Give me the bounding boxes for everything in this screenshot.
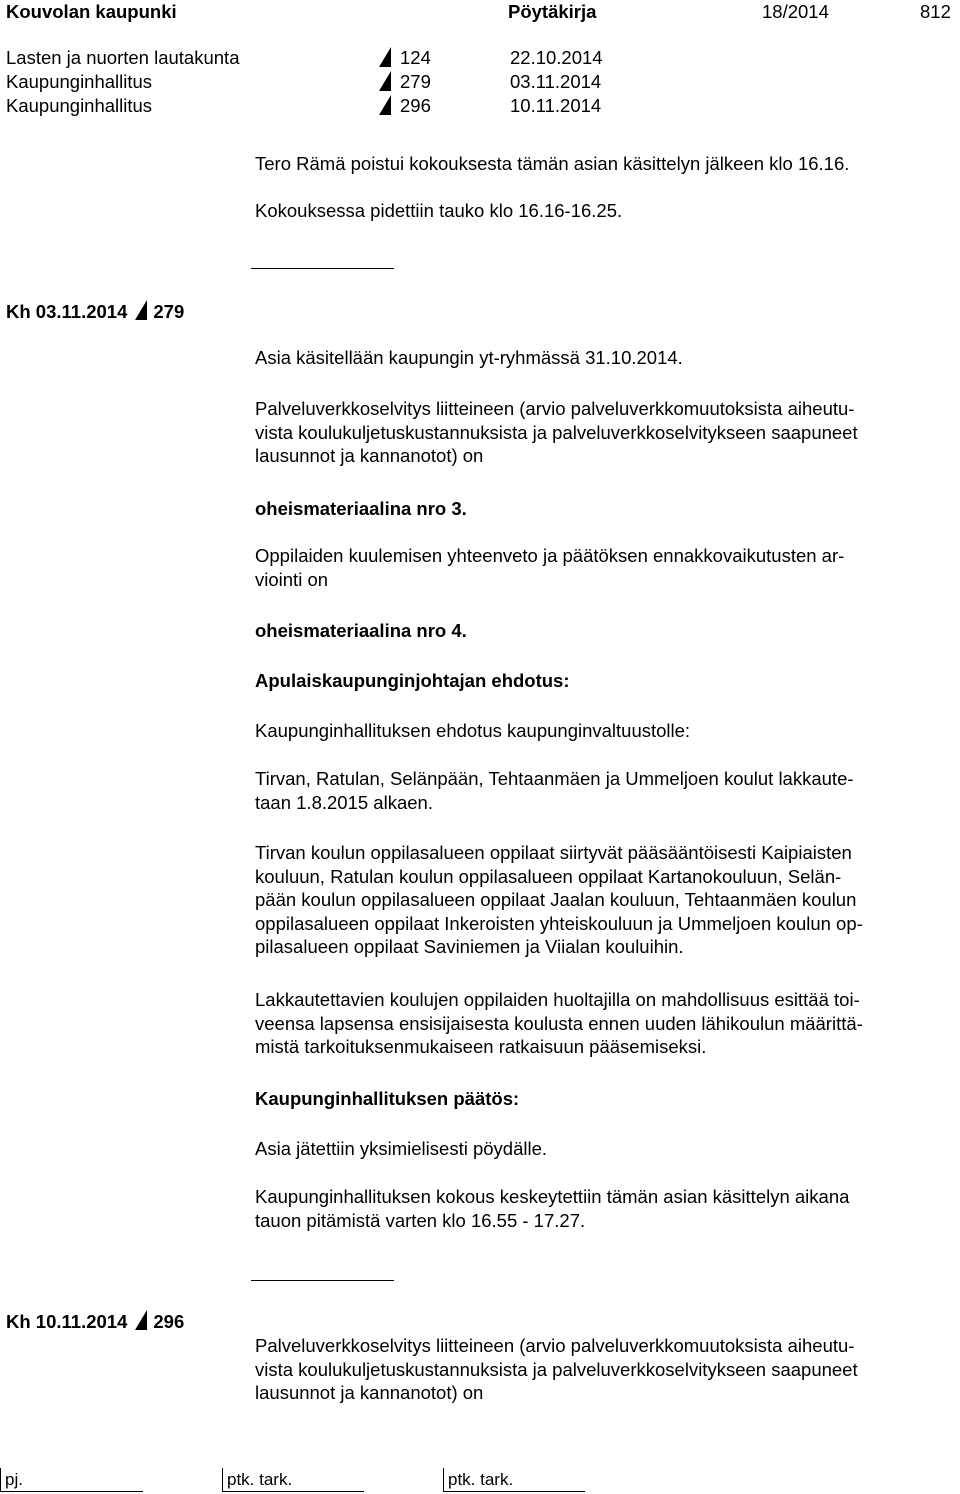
signature-label-checker: ptk. tark. <box>227 1470 293 1489</box>
paragraph <box>255 1185 945 1232</box>
separator-line <box>251 1280 394 1281</box>
paragraph <box>255 346 945 370</box>
section-sign-icon <box>133 299 149 321</box>
attachment-ref: oheismateriaalina nro 3. <box>255 498 467 519</box>
page-number: 812 <box>920 1 951 22</box>
doc-type: Pöytäkirja <box>508 1 597 22</box>
section-label <box>6 299 184 324</box>
signature-line <box>0 1491 143 1492</box>
ref-body: Kaupunginhallitus <box>6 71 153 92</box>
ref-date: 22.10.2014 <box>510 47 603 68</box>
ref-body: Lasten ja nuorten lautakunta <box>6 47 240 68</box>
paragraph-line: tauon pitämistä varten klo 16.55 - 17.27. <box>255 1209 586 1231</box>
paragraph-line: Tirvan, Ratulan, Selänpään, Tehtaanmäen ja Ummeljoen koulut lakkaute- <box>255 768 854 789</box>
paragraph-line: Kaupunginhallituksen kokous keskeytettiin tämän asian käsittelyn aikana <box>255 1186 850 1207</box>
paragraph: Asia jätettiin yksimielisesti pöydälle. <box>255 1138 548 1159</box>
ref-date: 10.11.2014 <box>510 95 602 116</box>
attachment-ref: oheismateriaalina nro 4. <box>255 620 467 641</box>
paragraph-line: pään koulun oppilasalueen oppilaat Jaalan kouluun, Tehtaanmäen koulun <box>255 889 857 910</box>
signature-field-marker <box>443 1468 444 1492</box>
signature-label-checker: ptk. tark. <box>448 1470 514 1489</box>
paragraph-line: oppilasalueen oppilaat Inkeroisten yhteiskouluun ja Ummeljoen koulun op- <box>255 912 863 934</box>
paragraph <box>255 841 945 959</box>
section-label-date: Kh 03.11.2014 <box>6 301 128 322</box>
paragraph-line: Asia käsitellään kaupungin yt-ryhmässä 31.10.2014. <box>255 347 683 368</box>
org-name: Kouvolan kaupunki <box>6 1 177 22</box>
paragraph-line: vista koulukuljetuskustannuksista ja palveluverkkoselvitykseen saapuneet <box>255 1358 858 1380</box>
paragraph <box>255 988 945 1059</box>
section-label-number: 279 <box>153 301 185 322</box>
paragraph <box>255 544 945 591</box>
paragraph-line: lausunnot ja kannanotot) on <box>255 1382 484 1403</box>
paragraph-line: pilasalueen oppilaat Saviniemen ja Viialan kouluihin. <box>255 936 684 957</box>
signature-field-marker <box>222 1468 223 1492</box>
paragraph-line: taan 1.8.2015 alkaen. <box>255 791 433 813</box>
paragraph-line: veensa lapsensa ensisijaisesta koulusta ennen uuden lähikoulun määrittä- <box>255 1012 863 1034</box>
separator-line <box>251 268 394 269</box>
doc-number: 18/2014 <box>762 1 829 22</box>
ref-section: 279 <box>400 71 431 92</box>
note-line: Tero Rämä poistui kokouksesta tämän asian käsittelyn jälkeen klo 16.16. <box>255 153 850 174</box>
paragraph-line: viointi on <box>255 568 329 590</box>
ref-section: 296 <box>400 95 431 116</box>
paragraph-line: vista koulukuljetuskustannuksista ja palveluverkkoselvitykseen saapuneet <box>255 421 858 443</box>
section-label-date: Kh 10.11.2014 <box>6 1311 128 1332</box>
paragraph-line: Tirvan koulun oppilasalueen oppilaat siirtyvät pääsääntöisesti Kaipiaisten <box>255 842 852 863</box>
ref-section: 124 <box>400 47 431 68</box>
paragraph-line: kouluun, Ratulan koulun oppilasalueen oppilaat Kartanokouluun, Selän- <box>255 865 842 887</box>
section-sign-icon <box>377 70 393 92</box>
note-line: Kokouksessa pidettiin tauko klo 16.16-16.25. <box>255 200 623 221</box>
signature-line <box>222 1491 364 1492</box>
signature-label-chair: pj. <box>5 1470 23 1489</box>
paragraph-line: mistä tarkoituksenmukaiseen ratkaisuun pääsemiseksi. <box>255 1036 707 1057</box>
paragraph <box>255 767 945 814</box>
section-sign-icon <box>377 46 393 68</box>
paragraph-line: Oppilaiden kuulemisen yhteenveto ja päätöksen ennakkovaikutusten ar- <box>255 545 845 566</box>
paragraph: Kaupunginhallituksen ehdotus kaupunginvaltuustolle: <box>255 720 691 741</box>
signature-field-marker <box>0 1468 1 1492</box>
ref-date: 03.11.2014 <box>510 71 602 92</box>
signature-line <box>443 1491 585 1492</box>
decision-heading: Kaupunginhallituksen päätös: <box>255 1088 520 1109</box>
paragraph-line: lausunnot ja kannanotot) on <box>255 445 484 466</box>
paragraph <box>255 397 945 468</box>
paragraph-line: Palveluverkkoselvitys liitteineen (arvio palveluverkkomuutoksista aiheutu- <box>255 398 855 419</box>
section-label-number: 296 <box>153 1311 185 1332</box>
section-sign-icon <box>377 94 393 116</box>
ref-body: Kaupunginhallitus <box>6 95 153 116</box>
paragraph <box>255 1334 945 1405</box>
section-label <box>6 1309 184 1334</box>
proposal-heading: Apulaiskaupunginjohtajan ehdotus: <box>255 670 570 691</box>
paragraph-line: Palveluverkkoselvitys liitteineen (arvio palveluverkkomuutoksista aiheutu- <box>255 1335 855 1356</box>
section-sign-icon <box>133 1309 149 1331</box>
paragraph-line: Lakkautettavien koulujen oppilaiden huoltajilla on mahdollisuus esittää toi- <box>255 989 860 1010</box>
